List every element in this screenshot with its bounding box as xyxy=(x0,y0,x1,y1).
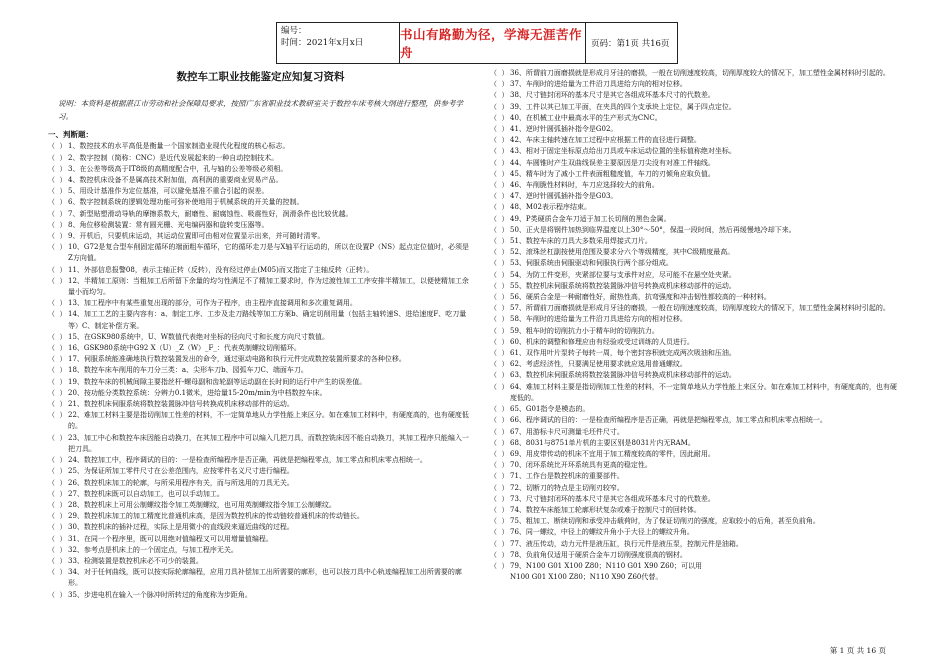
question-item xyxy=(48,478,473,489)
question-text: 55、数控机床伺服系统将数控装置脉冲信号转换成机床移动部件的运动。 xyxy=(510,281,736,290)
question-item xyxy=(490,539,900,550)
answer-blank: （ ） xyxy=(490,248,509,257)
right-column xyxy=(490,68,900,583)
question-item xyxy=(490,236,900,247)
answer-blank: （ ） xyxy=(490,237,509,246)
question-item xyxy=(490,79,900,90)
question-item xyxy=(48,186,473,197)
answer-blank: （ ） xyxy=(48,388,67,397)
answer-blank: （ ） xyxy=(490,326,509,335)
question-item xyxy=(490,191,900,202)
question-text: 27、数控机床既可以自动加工，也可以手动加工。 xyxy=(68,489,224,498)
question-text: 18、数控车床车削用的车刀分三类：a、尖形车刀b、园弧车刀C、端面车刀。 xyxy=(68,366,308,375)
question-item xyxy=(490,225,900,236)
question-text: 34、对于任何曲线，既可以按实际轮廓编程，应用刀具补偿加工出所需要的廓形，也可以按刀具中心轨迹编程加工出所需要的廓形。 xyxy=(68,568,462,588)
question-text: 65、G01指令是模态的。 xyxy=(510,405,590,414)
question-item xyxy=(48,365,473,376)
question-text: 64、难加工材料主要是指切削加工性差的材料，不一定简单地从力学性能上来区分。如在难加工材料中，有硬度高的，也有硬度低的。 xyxy=(510,382,897,402)
question-item xyxy=(48,534,473,545)
question-text: 66、程序调试的目的：一是检查所编程序是否正确，再就是把编程零点，加工零点和机床零点相统一。 xyxy=(510,416,827,425)
header-box xyxy=(276,22,678,64)
answer-blank: （ ） xyxy=(48,556,67,565)
answer-blank: （ ） xyxy=(490,315,509,324)
question-text: 62、考虑经济性，只要满足使用要求就应选用普通螺纹。 xyxy=(510,360,687,369)
question-text: 79、N100 G01 X100 Z80；N110 G01 X90 Z60；可以用 xyxy=(510,561,703,570)
answer-blank: （ ） xyxy=(48,545,67,554)
answer-blank: （ ） xyxy=(48,590,67,599)
left-column xyxy=(48,68,473,601)
answer-blank: （ ） xyxy=(490,102,509,111)
answer-blank: （ ） xyxy=(490,113,509,122)
answer-blank: （ ） xyxy=(490,494,509,503)
question-text: 30、数控机床的插补过程，实际上是用微小的直线段来逼近曲线的过程。 xyxy=(68,523,294,532)
answer-blank: （ ） xyxy=(490,483,509,492)
answer-blank: （ ） xyxy=(48,400,67,409)
question-item xyxy=(48,556,473,567)
question-text: 17、伺服系统能准确地执行数控装置发出的命令，通过驱动电路和执行元件完成数控装置所要求的各种位移。 xyxy=(68,355,406,364)
question-text: 51、数控车床的刀具大多数采用焊接式刀片。 xyxy=(510,237,652,246)
answer-blank: （ ） xyxy=(48,456,67,465)
answer-blank: （ ） xyxy=(48,512,67,521)
question-text: 60、机床的调整和修理应由有经验或受过训练的人员进行。 xyxy=(510,337,694,346)
question-text: 19、数控车床的机械间隙主要指丝杆-螺母副和齿轮副等运动副在长时间的运行中产生的误差值。 xyxy=(68,377,367,386)
question-item xyxy=(48,343,473,354)
question-text: 46、车削脆性材料时，车刀应选择较大的前角。 xyxy=(510,181,659,190)
question-text: 1、数控技术的水平高低是衡量一个国家制造业现代化程度的核心标志。 xyxy=(68,142,290,151)
question-text: 54、为防工件变形，夹紧部位要与支承件对应，尽可能不在悬空处夹紧。 xyxy=(510,270,736,279)
answer-blank: （ ） xyxy=(490,405,509,414)
question-item xyxy=(48,466,473,477)
question-text: 77、液压传动，动力元件是液压缸，执行元件是液压泵，控制元件是油箱。 xyxy=(510,539,743,548)
question-item xyxy=(490,505,900,516)
question-item xyxy=(490,516,900,527)
question-text: 56、硬质合金是一种耐磨性好，耐热性高，抗弯强度和冲击韧性都较高的一种材料。 xyxy=(510,293,771,302)
question-text: 58、车削时的进给量为工件沿刀具进给方向的相对位移。 xyxy=(510,315,687,324)
answer-blank: （ ） xyxy=(48,377,67,386)
answer-blank: （ ） xyxy=(48,299,67,308)
answer-blank: （ ） xyxy=(48,500,67,509)
question-item xyxy=(48,410,473,432)
question-text: 42、车床主轴转速在加工过程中应根据工件的直径进行调整。 xyxy=(510,136,701,145)
answer-blank: （ ） xyxy=(490,304,509,313)
question-text: 69、用皮带传动的机床不宜用于加工精度较高的零件，因此耐用。 xyxy=(510,449,715,458)
question-item xyxy=(490,102,900,113)
question-text: 29、数控机床加工的加工精度比普通机床高，是因为数控机床的传动链较普通机床的传动链长。 xyxy=(68,512,364,521)
question-item xyxy=(48,567,473,589)
question-item xyxy=(490,550,900,561)
answer-blank: （ ） xyxy=(48,153,67,162)
question-item xyxy=(48,500,473,511)
question-item xyxy=(48,332,473,343)
question-text: 57、所谓前刀面磨损就是形成月牙洼的磨损，一般在切削速度较高，切削厚度较大的情况下，加工塑性金属材料时引起的。 xyxy=(510,304,890,313)
question-item xyxy=(490,427,900,438)
answer-blank: （ ） xyxy=(48,568,67,577)
question-text: 16、GSK980系统中G92 X（U）_Z（W）_F_：代表英制螺纹切削循环。 xyxy=(68,344,301,353)
answer-blank: （ ） xyxy=(490,416,509,425)
question-text: N100 G01 X100 Z80；N110 X90 Z60代替。 xyxy=(510,573,663,582)
question-item xyxy=(490,494,900,505)
answer-blank: （ ） xyxy=(48,366,67,375)
page-footer: 第 1 页 共 16 页 xyxy=(829,646,886,655)
answer-blank: （ ） xyxy=(490,337,509,346)
answer-blank: （ ） xyxy=(490,181,509,190)
question-text: 32、参考点是机床上的一个固定点，与加工程序无关。 xyxy=(68,545,238,554)
answer-blank: （ ） xyxy=(490,203,509,212)
header-motto: 书山有路勤为径，学海无涯苦作舟 xyxy=(400,27,583,60)
question-item xyxy=(490,561,900,572)
answer-blank: （ ） xyxy=(48,232,67,241)
question-item xyxy=(48,590,473,601)
answer-blank: （ ） xyxy=(490,270,509,279)
question-item xyxy=(48,388,473,399)
answer-blank: （ ） xyxy=(490,91,509,100)
question-text: 44、车圆锥时产生双曲线误差主要原因是刀尖没有对准工件轴线。 xyxy=(510,158,715,167)
document-intro: 说明：本资料是根据湛江市劳动和社会保障局要求，按照广东省职业技术教研室关于数控车床考核大纲进行整理，供参考学习。 xyxy=(58,99,463,122)
section-heading: 一、判断题： xyxy=(48,130,93,140)
question-text: 76、同一螺纹，中径上的螺纹升角小于大径上的螺纹升角。 xyxy=(510,528,694,537)
time-label: 时间：2021年x月x日 xyxy=(281,38,364,48)
question-text: 20、按功能分类数控系统：分辨力0.1微米，进给量15-20m/min为中档数控车床。 xyxy=(68,388,327,397)
question-list-right xyxy=(490,68,900,583)
question-item xyxy=(490,348,900,359)
question-item xyxy=(48,242,473,264)
document-title: 数控车工职业技能鉴定应知复习资料 xyxy=(176,71,345,83)
question-text: 72、切断刀的特点是主切削刃较窄。 xyxy=(510,483,624,492)
answer-blank: （ ） xyxy=(490,472,509,481)
question-text: 68、8031与8751单片机的主要区别是8031片内无RAM。 xyxy=(510,438,695,447)
question-item xyxy=(48,545,473,556)
answer-blank: （ ） xyxy=(490,360,509,369)
question-item xyxy=(48,354,473,365)
question-text: 61、双作用叶片泵转子每转一周，每个密封容积就完成两次吸油和压油。 xyxy=(510,349,736,358)
question-text: 6、数字控制系统的逻辑处理功能可弥补使地用于机械系统的开关量的控制。 xyxy=(68,198,304,207)
question-text: 9、开机后，只要机床运动，其运动位置即可由相对位置显示出来，并可随时清零。 xyxy=(68,232,325,241)
code-label: 编号： xyxy=(281,26,307,36)
question-list-left xyxy=(48,141,473,600)
question-item xyxy=(48,522,473,533)
answer-blank: （ ） xyxy=(490,136,509,145)
answer-blank: （ ） xyxy=(490,169,509,178)
question-item xyxy=(490,572,900,583)
answer-blank: （ ） xyxy=(490,349,509,358)
header-meta xyxy=(277,23,400,63)
question-item xyxy=(48,298,473,309)
answer-blank: （ ） xyxy=(48,209,67,218)
question-item xyxy=(48,511,473,522)
question-text: 2、数字控制（简称：CNC）是近代发展起来的一种自动控制技术。 xyxy=(68,153,279,162)
header-page-info: 页码：第1页 共16页 xyxy=(585,23,677,63)
answer-blank: （ ） xyxy=(48,220,67,229)
answer-blank: （ ） xyxy=(490,561,509,570)
answer-blank: （ ） xyxy=(490,69,509,77)
answer-blank: （ ） xyxy=(490,80,509,89)
question-text: 25、为保证所加工零件尺寸在公差范围内，应按零件名义尺寸进行编程。 xyxy=(68,467,294,476)
question-text: 22、难加工材料主要是指切削加工性差的材料，不一定简单地从力学性能上来区分。如在难加工材料中，有硬度高的，也有硬度低的。 xyxy=(68,411,469,431)
question-item xyxy=(48,489,473,500)
question-text: 47、逆时针圆弧插补指令是G03。 xyxy=(510,192,618,201)
question-item xyxy=(490,326,900,337)
question-item xyxy=(490,359,900,370)
question-item xyxy=(48,455,473,466)
question-text: 23、加工中心和数控车床因能自动换刀，在其加工程序中可以编入几把刀具，而数控铣床因不能自动换刀，其加工程序只能编入一把刀具。 xyxy=(68,433,469,453)
answer-blank: （ ） xyxy=(48,523,67,532)
question-item xyxy=(48,153,473,164)
question-item xyxy=(490,471,900,482)
answer-blank: （ ） xyxy=(48,276,67,285)
question-item xyxy=(490,90,900,101)
question-text: 31、在同一个程序里，既可以用绝对值编程又可以用增量值编程。 xyxy=(68,534,273,543)
answer-blank: （ ） xyxy=(48,176,67,185)
answer-blank: （ ） xyxy=(48,478,67,487)
question-item xyxy=(490,303,900,314)
question-item xyxy=(490,483,900,494)
question-item xyxy=(48,309,473,331)
question-text: 74、数控车床能加工轮廓形状复杂或难于控制尺寸的回转体。 xyxy=(510,505,701,514)
question-text: 52、滚珠丝杠副按使用范围及要求分六个等级精度，其中C级精度最高。 xyxy=(510,248,735,257)
answer-blank: （ ） xyxy=(490,158,509,167)
answer-blank: （ ） xyxy=(48,187,67,196)
answer-blank: （ ） xyxy=(48,355,67,364)
answer-blank: （ ） xyxy=(490,550,509,559)
question-text: 38、尺寸链封闭环的基本尺寸是其它各组成环基本尺寸的代数差。 xyxy=(510,91,715,100)
question-item xyxy=(490,258,900,269)
answer-blank: （ ） xyxy=(490,259,509,268)
question-item xyxy=(490,270,900,281)
question-text: 35、步进电机在输入一个脉冲时所转过的角度称为步距角。 xyxy=(68,590,252,599)
question-item xyxy=(490,146,900,157)
answer-blank: （ ） xyxy=(48,489,67,498)
answer-blank: （ ） xyxy=(490,225,509,234)
question-item xyxy=(490,314,900,325)
question-item xyxy=(490,449,900,460)
answer-blank: （ ） xyxy=(490,427,509,436)
question-text: 48、M02表示程序结束。 xyxy=(510,203,591,212)
question-text: 4、数控机床设备不是属高技术附加值，高利润的重要商业贸易产品。 xyxy=(68,176,283,185)
question-item xyxy=(490,247,900,258)
question-text: 67、用游标卡尺可测量毛坯件尺寸。 xyxy=(510,427,624,436)
question-item xyxy=(490,460,900,471)
answer-blank: （ ） xyxy=(490,528,509,537)
answer-blank: （ ） xyxy=(490,371,509,380)
question-text: 33、检测装置是数控机床必不可少的装置。 xyxy=(68,556,203,565)
question-item xyxy=(490,214,900,225)
answer-blank: （ ） xyxy=(48,310,67,319)
answer-blank: （ ） xyxy=(48,332,67,341)
question-item xyxy=(48,399,473,410)
answer-blank: （ ） xyxy=(48,467,67,476)
question-item xyxy=(48,164,473,175)
question-text: 15、在GSK980系统中，U、W数值代表绝对坐标的径向尺寸和长度方向尺寸数值。 xyxy=(68,332,329,341)
question-item xyxy=(490,438,900,449)
answer-blank: （ ） xyxy=(490,438,509,447)
answer-blank: （ ） xyxy=(490,125,509,134)
question-item xyxy=(490,180,900,191)
question-item xyxy=(48,231,473,242)
answer-blank xyxy=(490,572,510,583)
question-text: 21、数控机床伺服系统将数控装置脉冲信号转换成机床移动部件的运动。 xyxy=(68,400,294,409)
question-text: 71、工作台是数控机床的重要部件。 xyxy=(510,472,624,481)
question-item xyxy=(490,292,900,303)
question-text: 59、粗车时的切削抗力小于精车时的切削抗力。 xyxy=(510,326,659,335)
question-item xyxy=(48,265,473,276)
question-text: 73、尺寸链封闭环的基本尺寸是其它各组成环基本尺寸的代数差。 xyxy=(510,494,715,503)
question-text: 75、粗加工、断续切削和承受冲击载荷时，为了保证切削刃的强度，应取较小的后角，甚至负前角。 xyxy=(510,517,820,526)
question-text: 5、用设计基准作为定位基准，可以避免基准不重合引起的误差。 xyxy=(68,187,269,196)
question-text: 78、负前角仅适用于硬质合金车刀切削强度很高的钢材。 xyxy=(510,550,687,559)
question-text: 36、所谓前刀面磨损就是形成月牙洼的磨损，一般在切削速度较高，切削厚度较大的情况下，加工塑性金属材料时引起的。 xyxy=(510,69,890,77)
question-text: 3、在公差等级高于IT8级的高精度配合中，孔与轴的公差等级必须相。 xyxy=(68,164,288,173)
answer-blank: （ ） xyxy=(48,164,67,173)
question-item xyxy=(490,68,900,79)
answer-blank: （ ） xyxy=(490,281,509,290)
question-item xyxy=(490,382,900,404)
answer-blank: （ ） xyxy=(490,293,509,302)
answer-blank: （ ） xyxy=(48,265,67,274)
question-item xyxy=(490,337,900,348)
question-text: 14、加工工艺的主要内容有：a、制定工序、工步及走刀路线等加工方案b、确定切削用量（包括主轴转速S、进给速度F、吃刀量等）C、制定补偿方案。 xyxy=(68,310,467,330)
question-item xyxy=(490,135,900,146)
answer-blank: （ ） xyxy=(48,433,67,442)
question-item xyxy=(48,220,473,231)
question-item xyxy=(490,404,900,415)
answer-blank: （ ） xyxy=(490,214,509,223)
answer-blank: （ ） xyxy=(490,461,509,470)
question-text: 43、相对于固定坐标原点给出刀具或车床运动位置的坐标值称绝对坐标。 xyxy=(510,147,736,156)
answer-blank: （ ） xyxy=(48,534,67,543)
question-item xyxy=(48,209,473,220)
question-text: 53、伺服系统由伺服驱动和伺服执行两个部分组成。 xyxy=(510,259,673,268)
question-text: 11、外部信息报警08，表示主轴正转（反转），没有经过停止(M05)而又指定了主轴反转（正转）。 xyxy=(68,265,374,274)
question-text: 50、正火是将钢件加热到临界温度以上30°～50°，保温一段时间，然后再缓慢地冷却下来。 xyxy=(510,225,796,234)
answer-blank: （ ） xyxy=(48,142,67,151)
answer-blank: （ ） xyxy=(48,243,67,252)
question-item xyxy=(490,113,900,124)
answer-blank: （ ） xyxy=(48,411,67,420)
question-item xyxy=(490,415,900,426)
question-item xyxy=(490,370,900,381)
question-text: 63、数控机床伺服系统将数控装置脉冲信号转换成机床移动部件的运动。 xyxy=(510,371,736,380)
answer-blank: （ ） xyxy=(490,382,509,391)
question-text: 45、精车时为了减小工件表面粗糙度值，车刀的刃倾角应取负值。 xyxy=(510,169,715,178)
answer-blank: （ ） xyxy=(490,192,509,201)
question-item xyxy=(48,377,473,388)
answer-blank: （ ） xyxy=(490,147,509,156)
answer-blank: （ ） xyxy=(48,344,67,353)
question-text: 40、在机械工业中最高水平的生产形式为CNC。 xyxy=(510,113,662,122)
question-item xyxy=(48,141,473,152)
question-item xyxy=(490,281,900,292)
question-text: 13、加工程序中有某些重复出现的部分，可作为子程序，由主程序直接调用和多次重复调用。 xyxy=(68,299,357,308)
question-item xyxy=(490,202,900,213)
question-text: 26、数控机床加工的轮廓，与所采用程序有关，而与所选用的刀具无关。 xyxy=(68,478,294,487)
question-text: 39、工件以其已加工平面，在夹具的四个支承块上定位，属于四点定位。 xyxy=(510,102,736,111)
question-item xyxy=(490,124,900,135)
question-item xyxy=(48,175,473,186)
question-item xyxy=(48,197,473,208)
question-item xyxy=(490,527,900,538)
question-text: 70、闭环系统比开环系统具有更高的稳定性。 xyxy=(510,461,652,470)
question-text: 8、角位移检测装置：常有圆光栅、光电编码器和旋转变压器等。 xyxy=(68,220,269,229)
question-text: 28、数控机床上可用公制螺纹指令加工英制螺纹，也可用英制螺纹指令加工公制螺纹。 xyxy=(68,500,336,509)
answer-blank: （ ） xyxy=(490,539,509,548)
question-text: 49、P类硬质合金车刀适于加工长切削的黑色金属。 xyxy=(510,214,671,223)
answer-blank: （ ） xyxy=(490,505,509,514)
question-item xyxy=(48,276,473,298)
question-text: 12、半精加工原则：当粗加工后所留下余量的均匀性满足不了精加工要求时，作为过渡性加工工序安排半精加工，以便使精加工余量小而均匀。 xyxy=(68,276,469,297)
answer-blank: （ ） xyxy=(48,198,67,207)
question-item xyxy=(490,158,900,169)
question-text: 41、逆时针圆弧插补指令是G02。 xyxy=(510,125,618,134)
answer-blank: （ ） xyxy=(490,517,509,526)
question-item xyxy=(48,433,473,455)
question-text: 10、G72是复合型车削固定循环的端面粗车循环，它的循环走刀是与X轴平行运动的，所以在设置P（NS）起点定位值时，必须是Z方向值。 xyxy=(68,243,470,263)
question-text: 24、数控加工中，程序调试的目的：一是检查所编程序是否正确，再就是把编程零点，加工零点和机床零点相统一。 xyxy=(68,456,427,465)
question-text: 37、车削时的进给量为工件沿刀具进给方向的相对位移。 xyxy=(510,80,687,89)
question-text: 7、新型贴塑滑动导轨的摩擦系数大，耐磨性、耐腐蚀性、吸震性好，润滑条件也比较优越。 xyxy=(68,209,353,218)
question-item xyxy=(490,169,900,180)
answer-blank: （ ） xyxy=(490,449,509,458)
